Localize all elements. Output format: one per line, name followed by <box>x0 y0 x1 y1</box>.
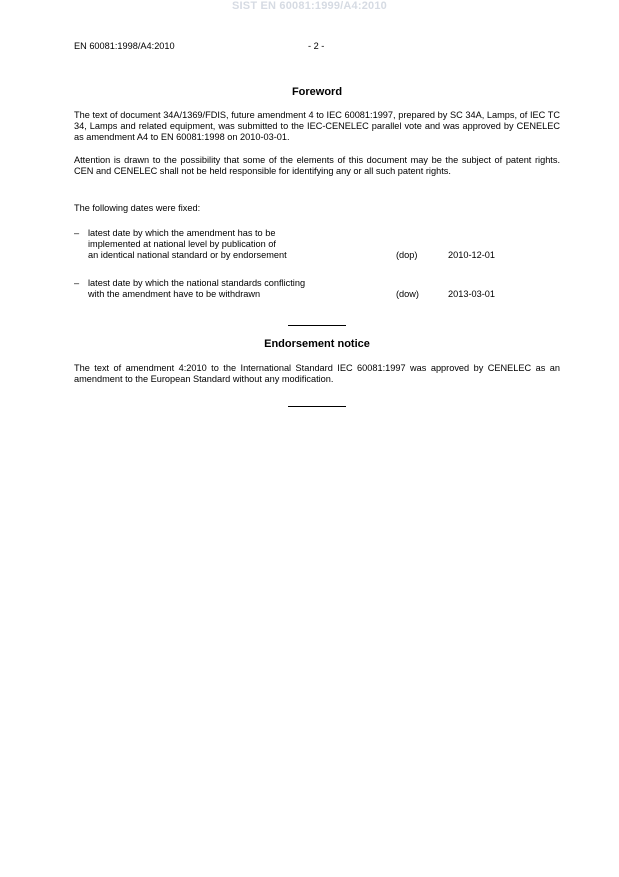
foreword-paragraph-2: Attention is drawn to the possibility that some of the elements of this document may be the subject of patent rights. CEN and CENELEC shall not be held responsible for identifying any or all such patent rights. <box>74 155 560 176</box>
date-code: (dow) <box>396 289 419 299</box>
foreword-paragraph-3: The following dates were fixed: <box>74 203 201 213</box>
date-description <box>88 278 348 300</box>
list-dash: – <box>74 278 80 288</box>
section-divider <box>288 325 346 326</box>
document-id: EN 60081:1998/A4:2010 <box>74 41 175 51</box>
date-description-line: latest date by which the amendment has to be <box>88 228 276 238</box>
date-description <box>88 228 348 261</box>
watermark: SIST EN 60081:1999/A4:2010 <box>231 0 388 12</box>
date-description-line: implemented at national level by publication of <box>88 239 276 249</box>
date-description-line: an identical national standard or by endorsement <box>88 250 287 260</box>
end-divider <box>288 406 346 407</box>
list-dash: – <box>74 228 80 238</box>
date-description-line: latest date by which the national standards conflicting <box>88 278 306 288</box>
endorsement-paragraph: The text of amendment 4:2010 to the International Standard IEC 60081:1997 was approved by CENELEC as an amendment to the European Standard without any modification. <box>74 363 560 384</box>
date-code: (dop) <box>396 250 418 260</box>
date-description-line: with the amendment have to be withdrawn <box>88 289 261 299</box>
foreword-paragraph-1: The text of document 34A/1369/FDIS, future amendment 4 to IEC 60081:1997, prepared by SC 34A, Lamps, of IEC TC 34, Lamps and related equipment, was submitted to the IEC-CENELEC parallel vote and was approved by CENELEC as amendment A4 to EN 60081:1998 on 2010-03-01. <box>74 110 560 142</box>
endorsement-title: Endorsement notice <box>264 338 370 350</box>
foreword-title: Foreword <box>291 86 343 98</box>
date-value: 2013-03-01 <box>448 289 495 299</box>
date-value: 2010-12-01 <box>448 250 495 260</box>
page-number: - 2 - <box>308 41 325 51</box>
